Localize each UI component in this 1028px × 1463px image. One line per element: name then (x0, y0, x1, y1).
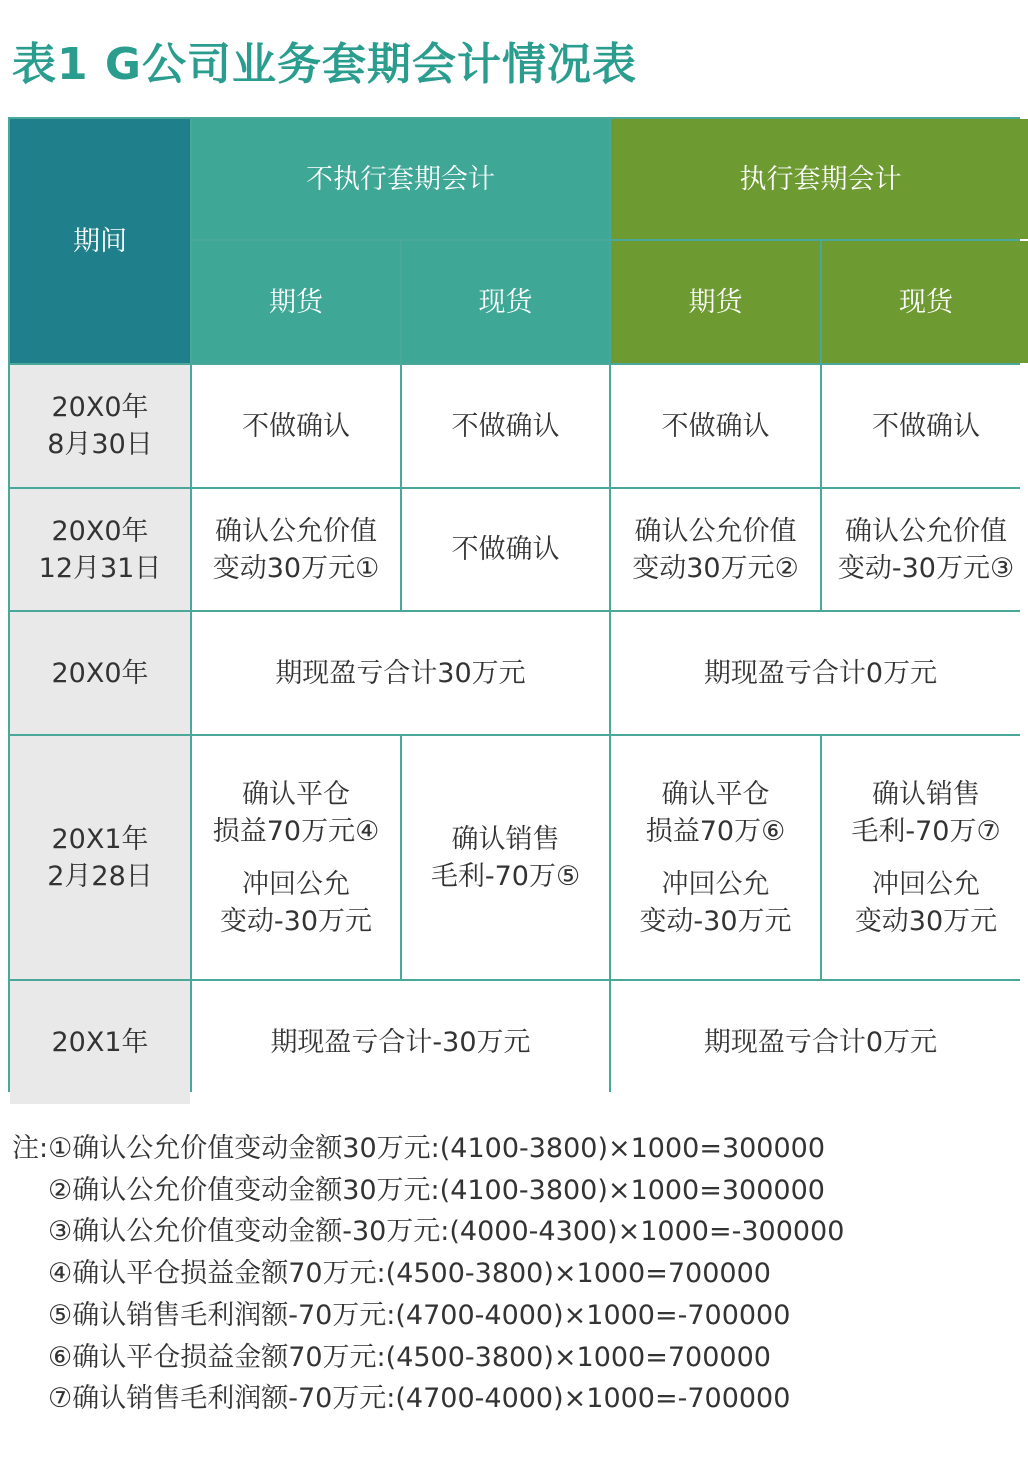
cell-hedge-futures: 确认公允价值 变动30万元② (611, 489, 820, 610)
note-line: ④确认平仓损益金额70万元:(4500-3800)×1000=700000 (48, 1258, 771, 1290)
cell-hedge-total: 期现盈亏合计0万元 (611, 981, 1028, 1104)
hedge-accounting-table (8, 117, 1020, 1092)
header-period: 期间 (10, 119, 190, 363)
row-period: 20X0年 (10, 612, 190, 734)
note-line: ②确认公允价值变动金额30万元:(4100-3800)×1000=300000 (48, 1174, 825, 1206)
note-line: ⑦确认销售毛利润额-70万元:(4700-4000)×1000=-700000 (48, 1383, 791, 1415)
header-hedge-spot: 现货 (822, 241, 1028, 363)
cell-no-hedge-futures: 确认公允价值 变动30万元① (192, 489, 400, 610)
cell-hedge-total: 期现盈亏合计0万元 (611, 612, 1028, 734)
cell-no-hedge-futures: 确认平仓 损益70万元④ 冲回公允 变动-30万元 (192, 736, 400, 979)
page-title: 表1 G公司业务套期会计情况表 (12, 39, 638, 90)
cell-hedge-spot: 确认销售 毛利-70万⑦ 冲回公允 变动30万元 (822, 736, 1028, 979)
cell-no-hedge-spot: 确认销售 毛利-70万⑤ (402, 736, 609, 979)
cell-no-hedge-spot: 不做确认 (402, 365, 609, 487)
cell-hedge-futures: 不做确认 (611, 365, 820, 487)
header-no-hedge-spot: 现货 (402, 241, 609, 363)
note-line: ⑥确认平仓损益金额70万元:(4500-3800)×1000=700000 (48, 1341, 771, 1373)
notes (12, 1128, 844, 1420)
cell-hedge-spot: 不做确认 (822, 365, 1028, 487)
note-line: ③确认公允价值变动金额-30万元:(4000-4300)×1000=-300000 (48, 1216, 845, 1248)
row-period: 20X1年 2月28日 (10, 736, 190, 979)
note-line: ⑤确认销售毛利润额-70万元:(4700-4000)×1000=-700000 (48, 1299, 791, 1331)
cell-no-hedge-futures: 不做确认 (192, 365, 400, 487)
cell-hedge-spot: 确认公允价值 变动-30万元③ (822, 489, 1028, 610)
row-period: 20X1年 (10, 981, 190, 1104)
cell-no-hedge-total: 期现盈亏合计30万元 (192, 612, 609, 734)
header-hedge: 执行套期会计 (611, 119, 1028, 239)
header-no-hedge-futures: 期货 (192, 241, 400, 363)
cell-no-hedge-spot: 不做确认 (402, 489, 609, 610)
row-period: 20X0年 12月31日 (10, 489, 190, 610)
header-hedge-futures: 期货 (611, 241, 820, 363)
cell-no-hedge-total: 期现盈亏合计-30万元 (192, 981, 609, 1104)
note-line: 注:①确认公允价值变动金额30万元:(4100-3800)×1000=300000 (12, 1133, 826, 1164)
header-no-hedge: 不执行套期会计 (192, 119, 609, 239)
row-period: 20X0年 8月30日 (10, 365, 190, 487)
cell-hedge-futures: 确认平仓 损益70万⑥ 冲回公允 变动-30万元 (611, 736, 820, 979)
